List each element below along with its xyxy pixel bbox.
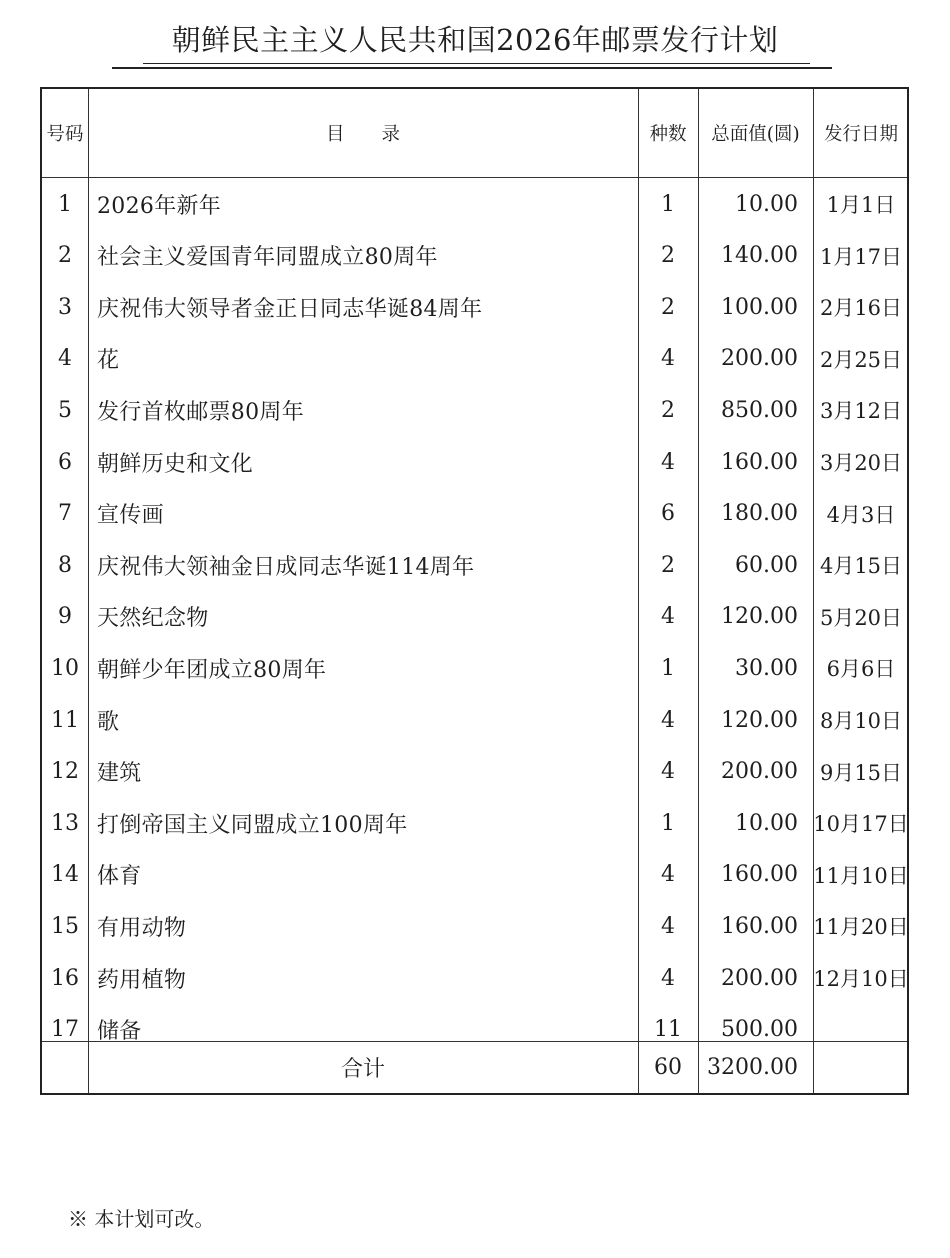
total-value: 3200.00 [707, 1054, 798, 1080]
row-title: 打倒帝国主义同盟成立100周年 [97, 812, 408, 838]
row-face-value: 200.00 [721, 346, 798, 372]
row-face-value: 200.00 [721, 965, 798, 991]
row-title: 有用动物 [97, 915, 187, 941]
row-count: 11 [654, 1017, 682, 1043]
row-count: 4 [661, 759, 675, 785]
row-face-value: 100.00 [721, 294, 798, 320]
row-issue-date: 3月12日 [819, 399, 903, 424]
table-row [42, 333, 907, 385]
table-row [42, 797, 907, 849]
total-row [42, 1041, 907, 1093]
table-row [42, 849, 907, 901]
row-title: 2026年新年 [97, 193, 222, 219]
header-date: 发行日期 [823, 124, 898, 145]
row-issue-date: 4月3日 [826, 502, 896, 527]
row-number: 10 [51, 655, 79, 681]
row-count: 4 [661, 346, 675, 372]
row-face-value: 500.00 [721, 1017, 798, 1043]
table-row [42, 746, 907, 798]
row-issue-date: 2月25日 [819, 347, 903, 372]
row-issue-date: 2月16日 [819, 296, 903, 321]
row-face-value: 120.00 [721, 707, 798, 733]
row-issue-date: 5月20日 [819, 605, 903, 630]
row-count: 4 [661, 449, 675, 475]
row-count: 4 [661, 913, 675, 939]
row-title: 发行首枚邮票80周年 [97, 399, 304, 425]
row-issue-date: 11月10日 [813, 863, 909, 888]
row-number: 9 [58, 604, 72, 630]
row-number: 7 [58, 501, 72, 527]
row-number: 4 [58, 346, 72, 372]
row-face-value: 160.00 [721, 449, 798, 475]
row-number: 17 [51, 1017, 79, 1043]
row-number: 15 [51, 913, 79, 939]
row-title: 体育 [97, 864, 142, 890]
row-title: 庆祝伟大领导者金正日同志华诞84周年 [97, 296, 483, 322]
row-count: 2 [661, 552, 675, 578]
table-row [42, 230, 907, 282]
row-number: 1 [58, 191, 72, 217]
title-underline [143, 63, 810, 64]
row-issue-date: 9月15日 [819, 760, 903, 785]
row-number: 11 [51, 707, 79, 733]
row-count: 2 [661, 294, 675, 320]
table-row [42, 694, 907, 746]
table-row [42, 900, 907, 952]
row-count: 1 [661, 655, 675, 681]
row-issue-date: 4月15日 [819, 554, 903, 579]
table-row [42, 952, 907, 1004]
row-issue-date: 1月17日 [819, 244, 903, 269]
row-face-value: 160.00 [721, 862, 798, 888]
row-title: 庆祝伟大领袖金日成同志华诞114周年 [97, 554, 475, 580]
row-title: 天然纪念物 [97, 606, 209, 632]
row-number: 13 [51, 810, 79, 836]
row-face-value: 180.00 [721, 501, 798, 527]
row-issue-date: 11月20日 [813, 915, 909, 940]
row-title: 储备 [97, 1019, 142, 1045]
header-count: 种数 [649, 124, 687, 145]
page-title: 朝鲜民主主义人民共和国2026年邮票发行计划 [171, 23, 779, 57]
row-count: 4 [661, 862, 675, 888]
row-title: 朝鲜历史和文化 [97, 451, 254, 477]
row-count: 4 [661, 965, 675, 991]
row-title: 朝鲜少年团成立80周年 [97, 657, 327, 683]
table-row [42, 178, 907, 230]
row-issue-date: 12月10日 [813, 967, 909, 991]
row-number: 14 [51, 862, 79, 888]
row-count: 6 [661, 501, 675, 527]
stamp-issue-table [40, 87, 909, 1095]
row-count: 4 [661, 707, 675, 733]
header-name: 目 录 [325, 124, 400, 145]
row-title: 宣传画 [97, 503, 164, 529]
table-row [42, 539, 907, 591]
row-face-value: 10.00 [735, 191, 798, 217]
total-count: 60 [654, 1054, 682, 1080]
row-face-value: 850.00 [721, 397, 798, 423]
row-issue-date: 8月10日 [819, 709, 903, 733]
header-value: 总面值(圆) [711, 124, 800, 145]
total-label: 合计 [340, 1056, 385, 1082]
header-no: 号码 [46, 124, 84, 145]
row-title: 社会主义爱国青年同盟成立80周年 [97, 245, 438, 271]
table-row [42, 281, 907, 333]
row-count: 2 [661, 243, 675, 269]
row-number: 12 [51, 759, 79, 785]
row-title: 歌 [97, 709, 120, 735]
table-row [42, 384, 907, 436]
row-title: 建筑 [97, 761, 142, 787]
row-number: 6 [58, 449, 72, 475]
row-title: 药用植物 [97, 967, 187, 993]
row-number: 5 [58, 397, 72, 423]
footnote: ※ 本计划可改。 [68, 1207, 215, 1231]
row-issue-date: 6月6日 [826, 657, 896, 682]
row-face-value: 160.00 [721, 913, 798, 939]
row-number: 8 [58, 552, 72, 578]
row-issue-date: 1月1日 [826, 193, 896, 217]
row-count: 1 [661, 191, 675, 217]
row-issue-date: 3月20日 [819, 451, 903, 475]
row-face-value: 120.00 [721, 604, 798, 630]
row-count: 1 [661, 810, 675, 836]
table-row [42, 488, 907, 540]
row-face-value: 140.00 [721, 243, 798, 269]
row-title: 花 [97, 348, 120, 374]
row-number: 3 [58, 294, 72, 320]
row-face-value: 10.00 [735, 810, 798, 836]
row-number: 16 [51, 965, 79, 991]
table-row [42, 591, 907, 643]
row-face-value: 60.00 [735, 552, 798, 578]
table-row [42, 642, 907, 694]
row-count: 4 [661, 604, 675, 630]
row-face-value: 30.00 [735, 655, 798, 681]
row-count: 2 [661, 397, 675, 423]
table-row [42, 436, 907, 488]
row-issue-date: 10月17日 [813, 812, 909, 837]
title-underline-thick [112, 67, 832, 69]
row-number: 2 [58, 243, 72, 269]
row-face-value: 200.00 [721, 759, 798, 785]
